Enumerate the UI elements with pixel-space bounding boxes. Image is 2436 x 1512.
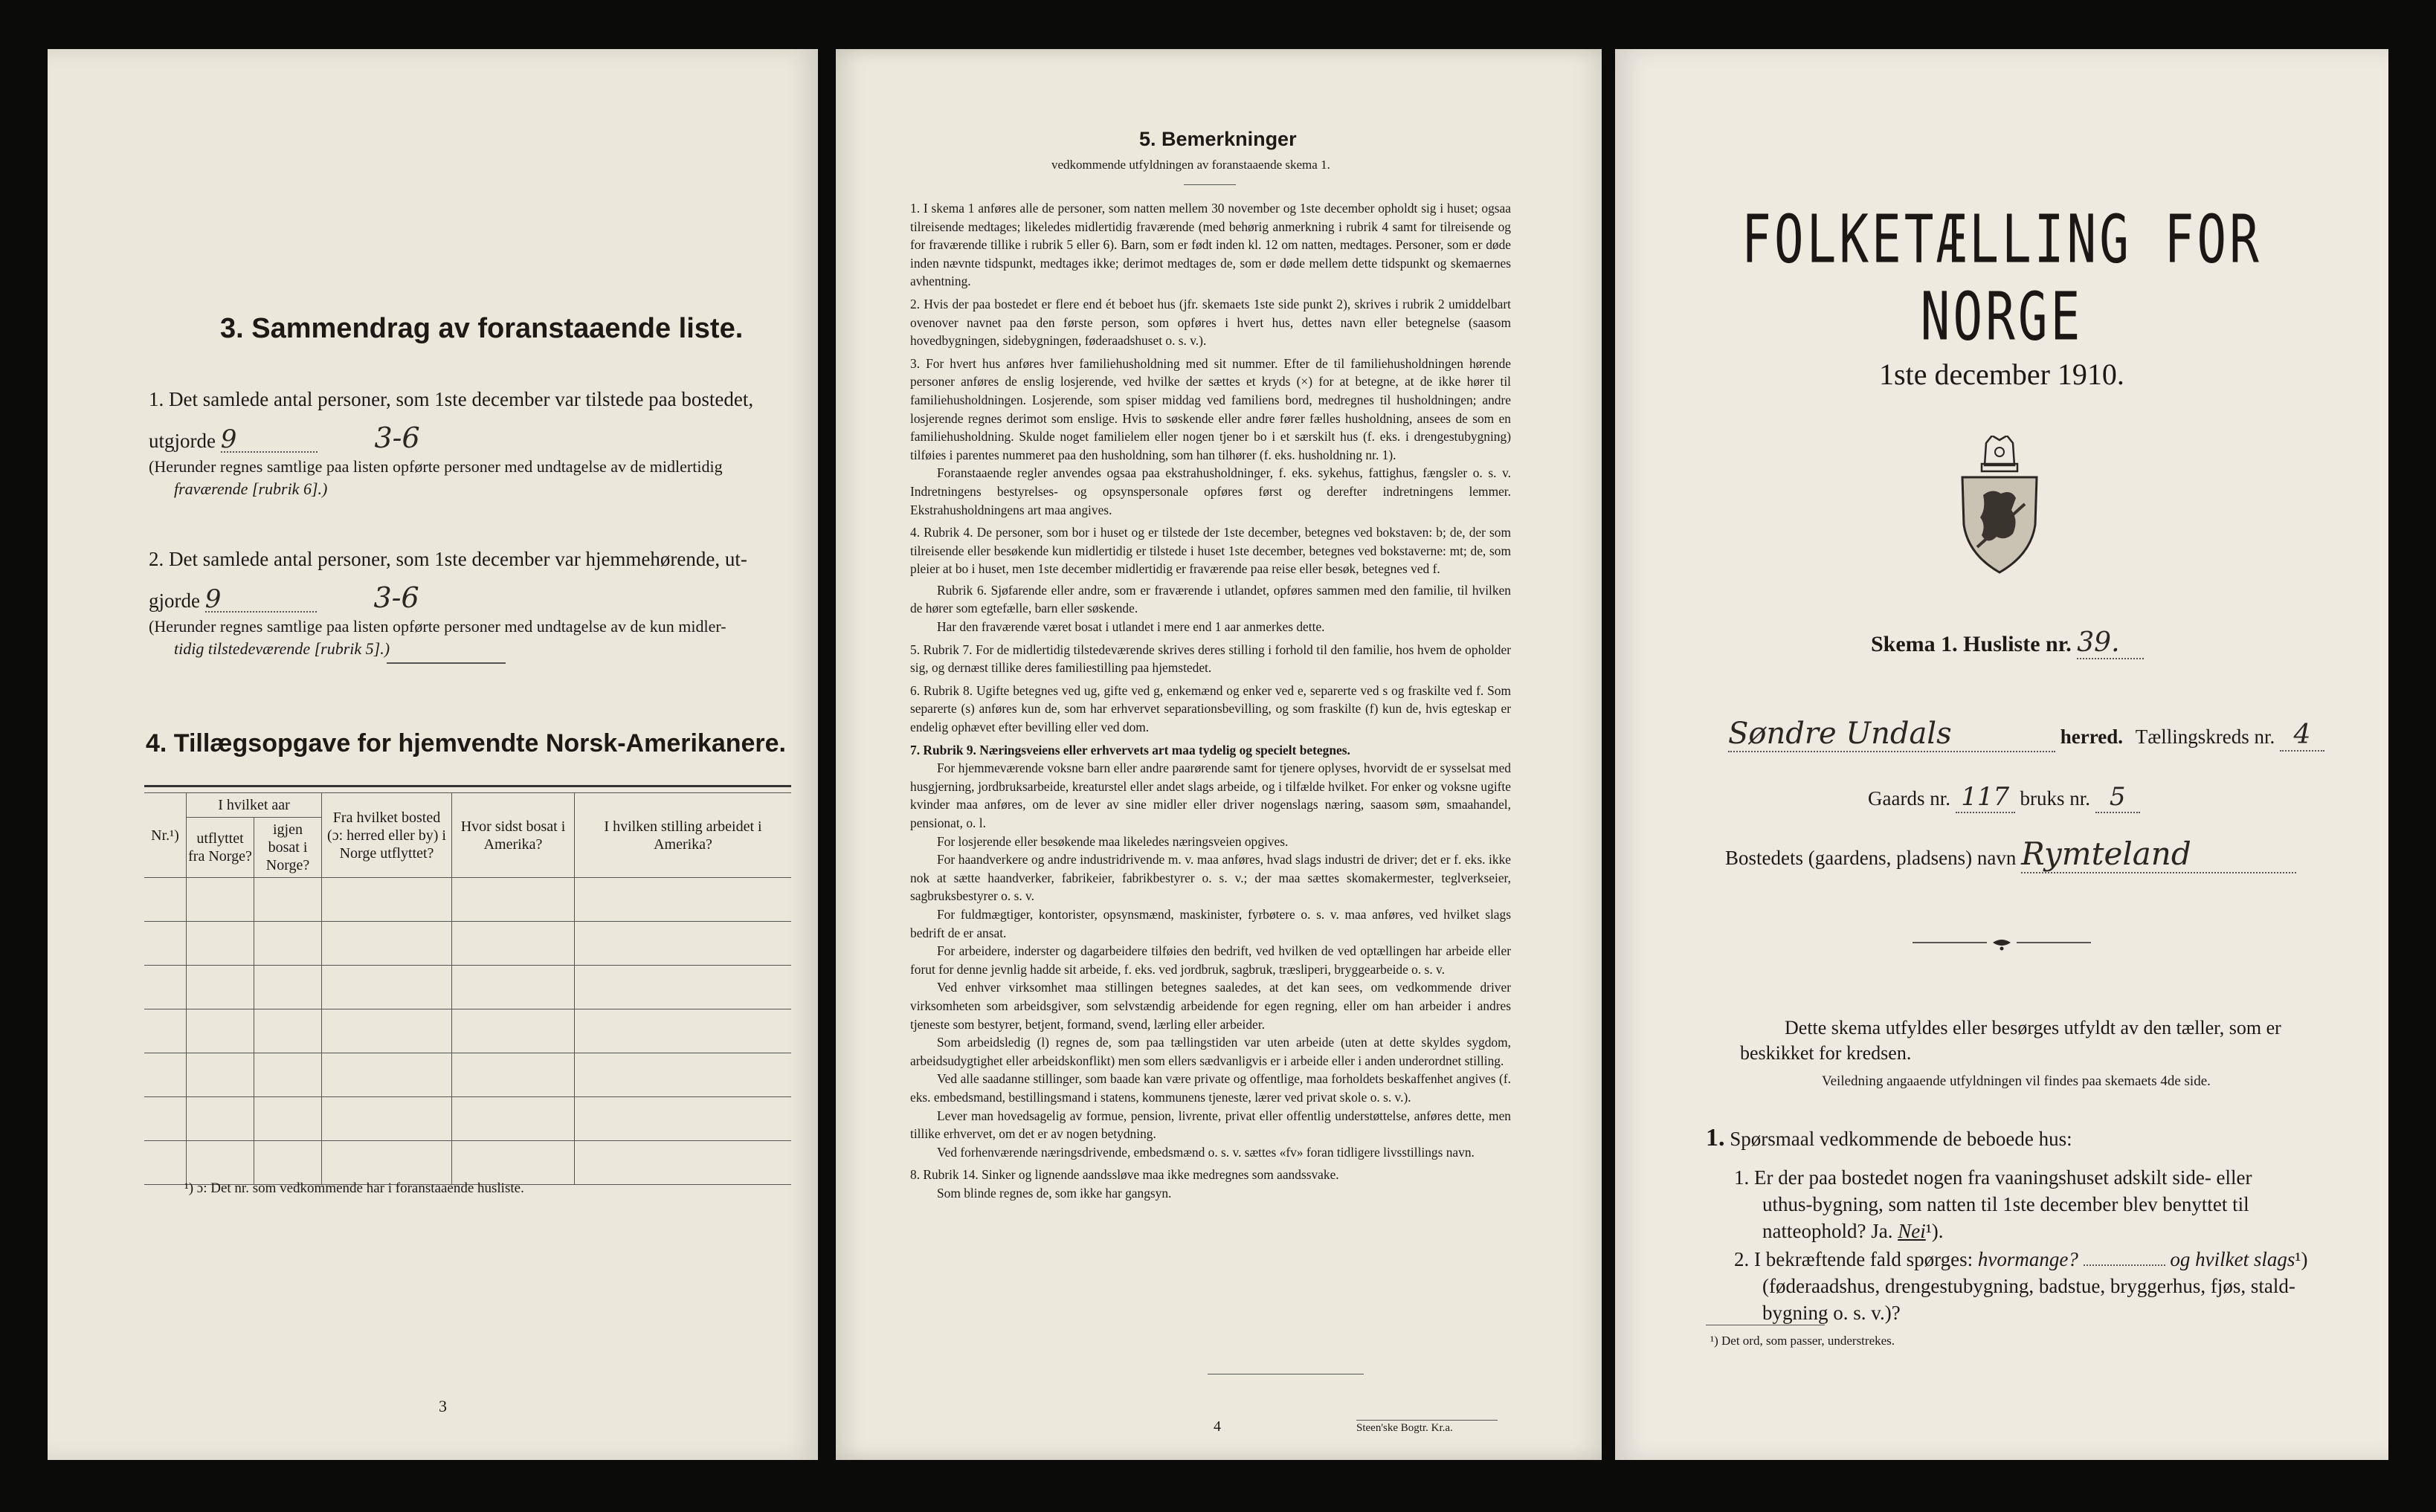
table-top-rule <box>144 785 791 787</box>
q1-answer-nei: Nei <box>1898 1220 1926 1242</box>
census-title: FOLKETÆLLING FOR NORGE <box>1741 201 2262 355</box>
gaards-label: Gaards nr. <box>1868 787 1950 810</box>
remark-2: 2. Hvis der paa bostedet er flere end ét beboet hus (jfr. skemaets 1ste side punkt 2), skrives i rubrik 2 umiddelbart ovenover navnet paa den første person, som opføres i hvert hus, dettes navn eller betegnelse (saasom hovedbygningen, sidebygningen, føderaadshuset o. s. v.). <box>910 296 1511 349</box>
remark-7e: For arbeidere, inderster og dagarbeidere tilføies den bedrift, ved hvilken de ved optællingen har arbeide eller forut for denne jevnlig hadde sit arbeide, f. eks. ved jordbruk, sagbruk, træsliperi, bryggearbeide o. s. v. <box>910 943 1511 977</box>
item2-note1: (Herunder regnes samtlige paa listen opførte personer med undtagelse av de kun midler- <box>149 617 726 636</box>
right-footnote: ¹) Det ord, som passer, understrekes. <box>1710 1334 1895 1348</box>
section4-footnote: ¹) ɔ: Det nr. som vedkommende har i foranstaaende husliste. <box>184 1180 524 1196</box>
item2-line1: 2. Det samlede antal personer, som 1ste december var hjemmehørende, ut- <box>149 548 747 570</box>
table-row <box>144 966 791 1009</box>
intro-small: Veiledning angaaende utfyldningen vil findes paa skemaets 4de side. <box>1822 1073 2211 1089</box>
item1-line1: 1. Det samlede antal personer, som 1ste december var tilstede paa bostedet, <box>149 388 754 410</box>
col-bosted: Fra hvilket bosted (ɔ: herred eller by) i Norge utflyttet? <box>322 793 452 878</box>
bosted-label: Bostedets (gaardens, pladsens) navn <box>1725 847 2017 869</box>
item1-handwritten-count: 9 <box>221 427 318 453</box>
col-amerika: Hvor sidst bosat i Amerika? <box>452 793 575 878</box>
remark-3: 3. For hvert hus anføres hver familiehusholdning med sit nummer. Efter de til familiehusholdningen hørende personer anføres de enslig losjerende, ved hvilke der sættes et kryds (×) for at betegne, at de ikke hører til familiehusholdningen. Losjerende, som spiser middag ved familiens bord, medregnes til husholdningen; andre losjerende regnes derimot som enslige. Hvis to søskende eller andre fører fælles husholdning, ansees de som en familiehusholdning. Skulde noget familielem eller nogen tjener bo i et særskilt hus (f. eks. i drengestubygning) tilføies i parentes nummeret paa den husholdning, som han tilhører (f. eks. husholdning nr. 1). <box>910 355 1511 462</box>
census-date: 1ste december 1910. <box>1879 358 2124 391</box>
section-divider <box>387 662 506 664</box>
remark-7a: For hjemmeværende voksne barn eller andre paarørende samt for tjenere oplyses, hvorvidt de er sysselsat med husgjerning, jordbruksarbeide, kreaturstel eller andet slags arbeide, og i tilfælde hvilket. For enker og voksne ugifte kvinder maa anføres, om de lever av sine midler eller driver nogenslags næring, saasom søm, smaahandel, pensionat, o. l. <box>910 760 1511 830</box>
section4-title: 4. Tillægsopgave for hjemvendte Norsk-Amerikanere. <box>146 729 786 757</box>
question-heading-number: 1. <box>1706 1124 1725 1151</box>
table-row <box>144 1009 791 1053</box>
bosted-line <box>1725 836 2379 873</box>
bruks-label: bruks nr. <box>2020 787 2090 810</box>
item1-handwritten-split: 3-6 <box>374 421 420 454</box>
item1-note2: fraværende [rubrik 6].) <box>174 479 328 498</box>
intro-line1: Dette skema utfyldes eller besørges utfyldt av den tæller, som er <box>1785 1017 2281 1038</box>
item1-label: utgjorde <box>149 430 216 452</box>
ornament-divider-icon <box>1913 934 2091 949</box>
question-heading-text: Spørsmaal vedkommende de beboede hus: <box>1730 1128 2072 1150</box>
herred-label: herred. <box>2060 726 2123 748</box>
printer-mark: Steen'ske Bogtr. Kr.a. <box>1356 1420 1498 1435</box>
item2-label: gjorde <box>149 589 200 612</box>
remark-7: 7. Rubrik 9. Næringsveiens eller erhvervets art maa tydelig og specielt betegnes. <box>910 742 1350 757</box>
remark-3b: Foranstaaende regler anvendes ogsaa paa ekstrahusholdninger, f. eks. sykehus, fattighus, fængsler o. s. v. Indretningens bestyrelses- og opsynspersonale opføres først og derefter indretningens lemmer. Ekstrahusholdningens art maa angives. <box>910 465 1511 517</box>
remark-5: 5. Rubrik 7. For de midlertidig tilstedeværende skrives deres stilling i forhold til den familie, hos hvem de opholder sig, og dernæst tillike deres familiestilling paa hjemstedet. <box>910 642 1511 676</box>
q2-line3: bygning o. s. v.)? <box>1762 1302 1901 1324</box>
q2-blank <box>2084 1264 2165 1266</box>
remark-6: 6. Rubrik 8. Ugifte betegnes ved ug, gifte ved g, enkemænd og enker ved e, separerte ved s og fraskilte ved f. Som separerte (s) anføres kun de, som har erhvervet separationsbevilling, og som fraskilte (f) kun de, hvis egteskap er endelig ophævet efter bevilling eller ved dom. <box>910 682 1511 735</box>
q1-line3-footnote-ref: ¹). <box>1925 1220 1944 1242</box>
bemerkninger-subtitle: vedkommende utfyldningen av foranstaaende skema 1. <box>1051 158 1330 172</box>
col-stilling: I hvilken stilling arbeidet i Amerika? <box>575 793 792 878</box>
q2-line1-text: 2. I bekræftende fald spørges: <box>1734 1248 1973 1270</box>
table-row <box>144 878 791 922</box>
taellingskreds-nr: 4 <box>2280 720 2324 752</box>
q2-hvilket-slags: og hvilket slags <box>2170 1248 2295 1270</box>
col-utflyttet: utflyttet fra Norge? <box>187 818 254 878</box>
table-row <box>144 1097 791 1141</box>
gaards-nr: 117 <box>1956 782 2015 813</box>
col-nr: Nr.¹) <box>144 793 187 878</box>
bemerkninger-title: 5. Bemerkninger <box>1139 128 1297 150</box>
skema-label: Skema 1. Husliste nr. <box>1871 632 2072 656</box>
item2-note2: tidig tilstedeværende [rubrik 5].) <box>174 639 390 658</box>
q2-line1-footnote-ref: ¹) <box>2295 1248 2308 1270</box>
remark-7j: Ved forhenværende næringsdrivende, embedsmænd o. s. v. sættes «fv» foran tidligere livsstillings navn. <box>937 1144 1475 1160</box>
norsk-amerikanere-table <box>144 792 791 1185</box>
remark-8: 8. Rubrik 14. Sinker og lignende aandssløve maa ikke medregnes som aandssvake. <box>910 1167 1339 1183</box>
item2-handwritten-split: 3-6 <box>373 581 419 614</box>
taellingskreds-label: Tællingskreds nr. <box>2135 726 2275 748</box>
col-igjen-bosat: igjen bosat i Norge? <box>254 818 322 878</box>
herred-line <box>1728 717 2368 752</box>
table-row <box>144 922 791 966</box>
left-page <box>48 49 818 1460</box>
remark-4: 4. Rubrik 4. De personer, som bor i huset og er tilstede der 1ste december, betegnes ved bokstaven: b; de, der som tilreisende eller besøkende kun midlertidig er tilstede i huset 1ste december, betegnes ved bokstaverne: mt; de, som pleier at bo i huset, men 1ste december midlertidig er fraværende paa reise eller besøk, betegnes ved f. <box>910 525 1511 577</box>
remark-7d: For fuldmægtiger, kontorister, opsynsmænd, maskinister, fyrbøtere o. s. v. maa anføres, ved hvilket slags bedrift de er ansat. <box>910 906 1511 940</box>
page-number-4: 4 <box>1214 1418 1221 1435</box>
item1-note1: (Herunder regnes samtlige paa listen opførte personer med undtagelse av de midlertidig <box>149 457 723 476</box>
q2-hvormange: hvormange? <box>1977 1248 2078 1270</box>
remark-4b: Rubrik 6. Sjøfarende eller andre, som er fraværende i utlandet, opføres sammen med den familie, til hvilken de hører som egtefælle, barn eller søskende. <box>910 582 1511 616</box>
remark-7f: Ved enhver virksomhet maa stillingen betegnes saaledes, at det kan sees, om vedkommende driver virksomheten som arbeidsgiver, som selvstændig arbeidende for egen regning, eller om han arbeider i andres tjeneste som bestyrer, betjent, formand, svend, lærling eller arbeider. <box>910 980 1511 1032</box>
title-rule <box>1184 184 1236 185</box>
herred-handwritten: Søndre Undals <box>1728 717 2055 752</box>
bruks-nr: 5 <box>2095 782 2140 813</box>
remark-7h: Ved alle saadanne stillinger, som baade kan være private og offentlige, maa forholdets beskaffenhet angives (f. eks. embedsmand, bestillingsmand i statens, kommunens tjeneste, lærer ved privat skole o. s. v.). <box>910 1071 1511 1105</box>
remark-7b: For losjerende eller besøkende maa likeledes næringsveien opgives. <box>937 833 1289 849</box>
middle-page <box>836 49 1602 1460</box>
q1-line2: uthus-bygning, som natten til 1ste december blev benyttet til <box>1762 1193 2249 1215</box>
coat-of-arms-icon <box>1947 436 2052 577</box>
section3-item2 <box>149 547 788 660</box>
col-group-aar: I hvilket aar <box>187 793 322 818</box>
skema-line <box>1871 627 2144 659</box>
q1-line1: 1. Er der paa bostedet nogen fra vaaningshuset adskilt side- eller <box>1734 1166 2252 1189</box>
remark-7g: Som arbeidsledig (l) regnes de, som paa tællingstiden var uten arbeide (uten at dette skyldes sygdom, arbeidsudygtighet eller arbeidskonflikt) men som ellers sædvanligvis er i arbeide eller i anden underordnet stilling. <box>910 1035 1511 1068</box>
remark-4c: Har den fraværende været bosat i utlandet i mere end 1 aar anmerkes dette. <box>937 619 1325 635</box>
intro-line2: beskikket for kredsen. <box>1740 1042 1912 1064</box>
q1-line3-text: natteophold? Ja. <box>1762 1220 1893 1242</box>
section3-title: 3. Sammendrag av foranstaaende liste. <box>220 313 744 344</box>
section3-item1 <box>149 387 788 500</box>
table-row <box>144 1053 791 1097</box>
page-number-3: 3 <box>439 1397 447 1415</box>
question-1 <box>1734 1164 2388 1244</box>
remark-7i: Lever man hovedsagelig av formue, pension, livrente, privat eller offentlig understøttelse, anføres dette, men tillike erhvervet, om det er av nogen betydning. <box>910 1108 1511 1142</box>
intro <box>1740 1015 2365 1094</box>
right-page <box>1615 49 2388 1460</box>
q2-line2: (føderaadshus, drengestubygning, badstue, bryggerhus, fjøs, stald- <box>1762 1275 2295 1297</box>
remark-7c: For haandverkere og andre industridrivende m. v. maa anføres, hvad slags industri de driver; det er f. eks. ikke nok at sætte haandverker, fabrikeier, fabrikbestyrer o. s. v.; der maa sættes skomakermester, teglverkseier, sagbruksbestyrer o. s. v. <box>910 852 1511 904</box>
remark-1: 1. I skema 1 anføres alle de personer, som natten mellem 30 november og 1ste december opholdt sig i huset; ogsaa tilreisende medtages; likeledes midlertidig fraværende (med behørig anmerkning i rubrik 4 samt for tilreisende og for fraværende tillike i rubrik 5 eller 6). Barn, som er født inden kl. 12 om natten, medtages. Personer, som er døde inden nævnte tidspunkt, medtages ikke; derimot medtages de, som er døde mellem dette tidspunkt og skemaernes avhentning. <box>910 201 1511 289</box>
item2-handwritten-count: 9 <box>205 587 317 613</box>
husliste-nr: 39. <box>2077 627 2144 659</box>
gaards-line <box>1868 782 2140 813</box>
remark-8b: Som blinde regnes de, som ikke har gangsyn. <box>937 1185 1172 1201</box>
question-2 <box>1734 1246 2388 1326</box>
bemerkninger-body <box>910 199 1511 1202</box>
question-heading <box>1706 1124 2375 1152</box>
bosted-handwritten: Rymteland <box>2021 836 2296 873</box>
